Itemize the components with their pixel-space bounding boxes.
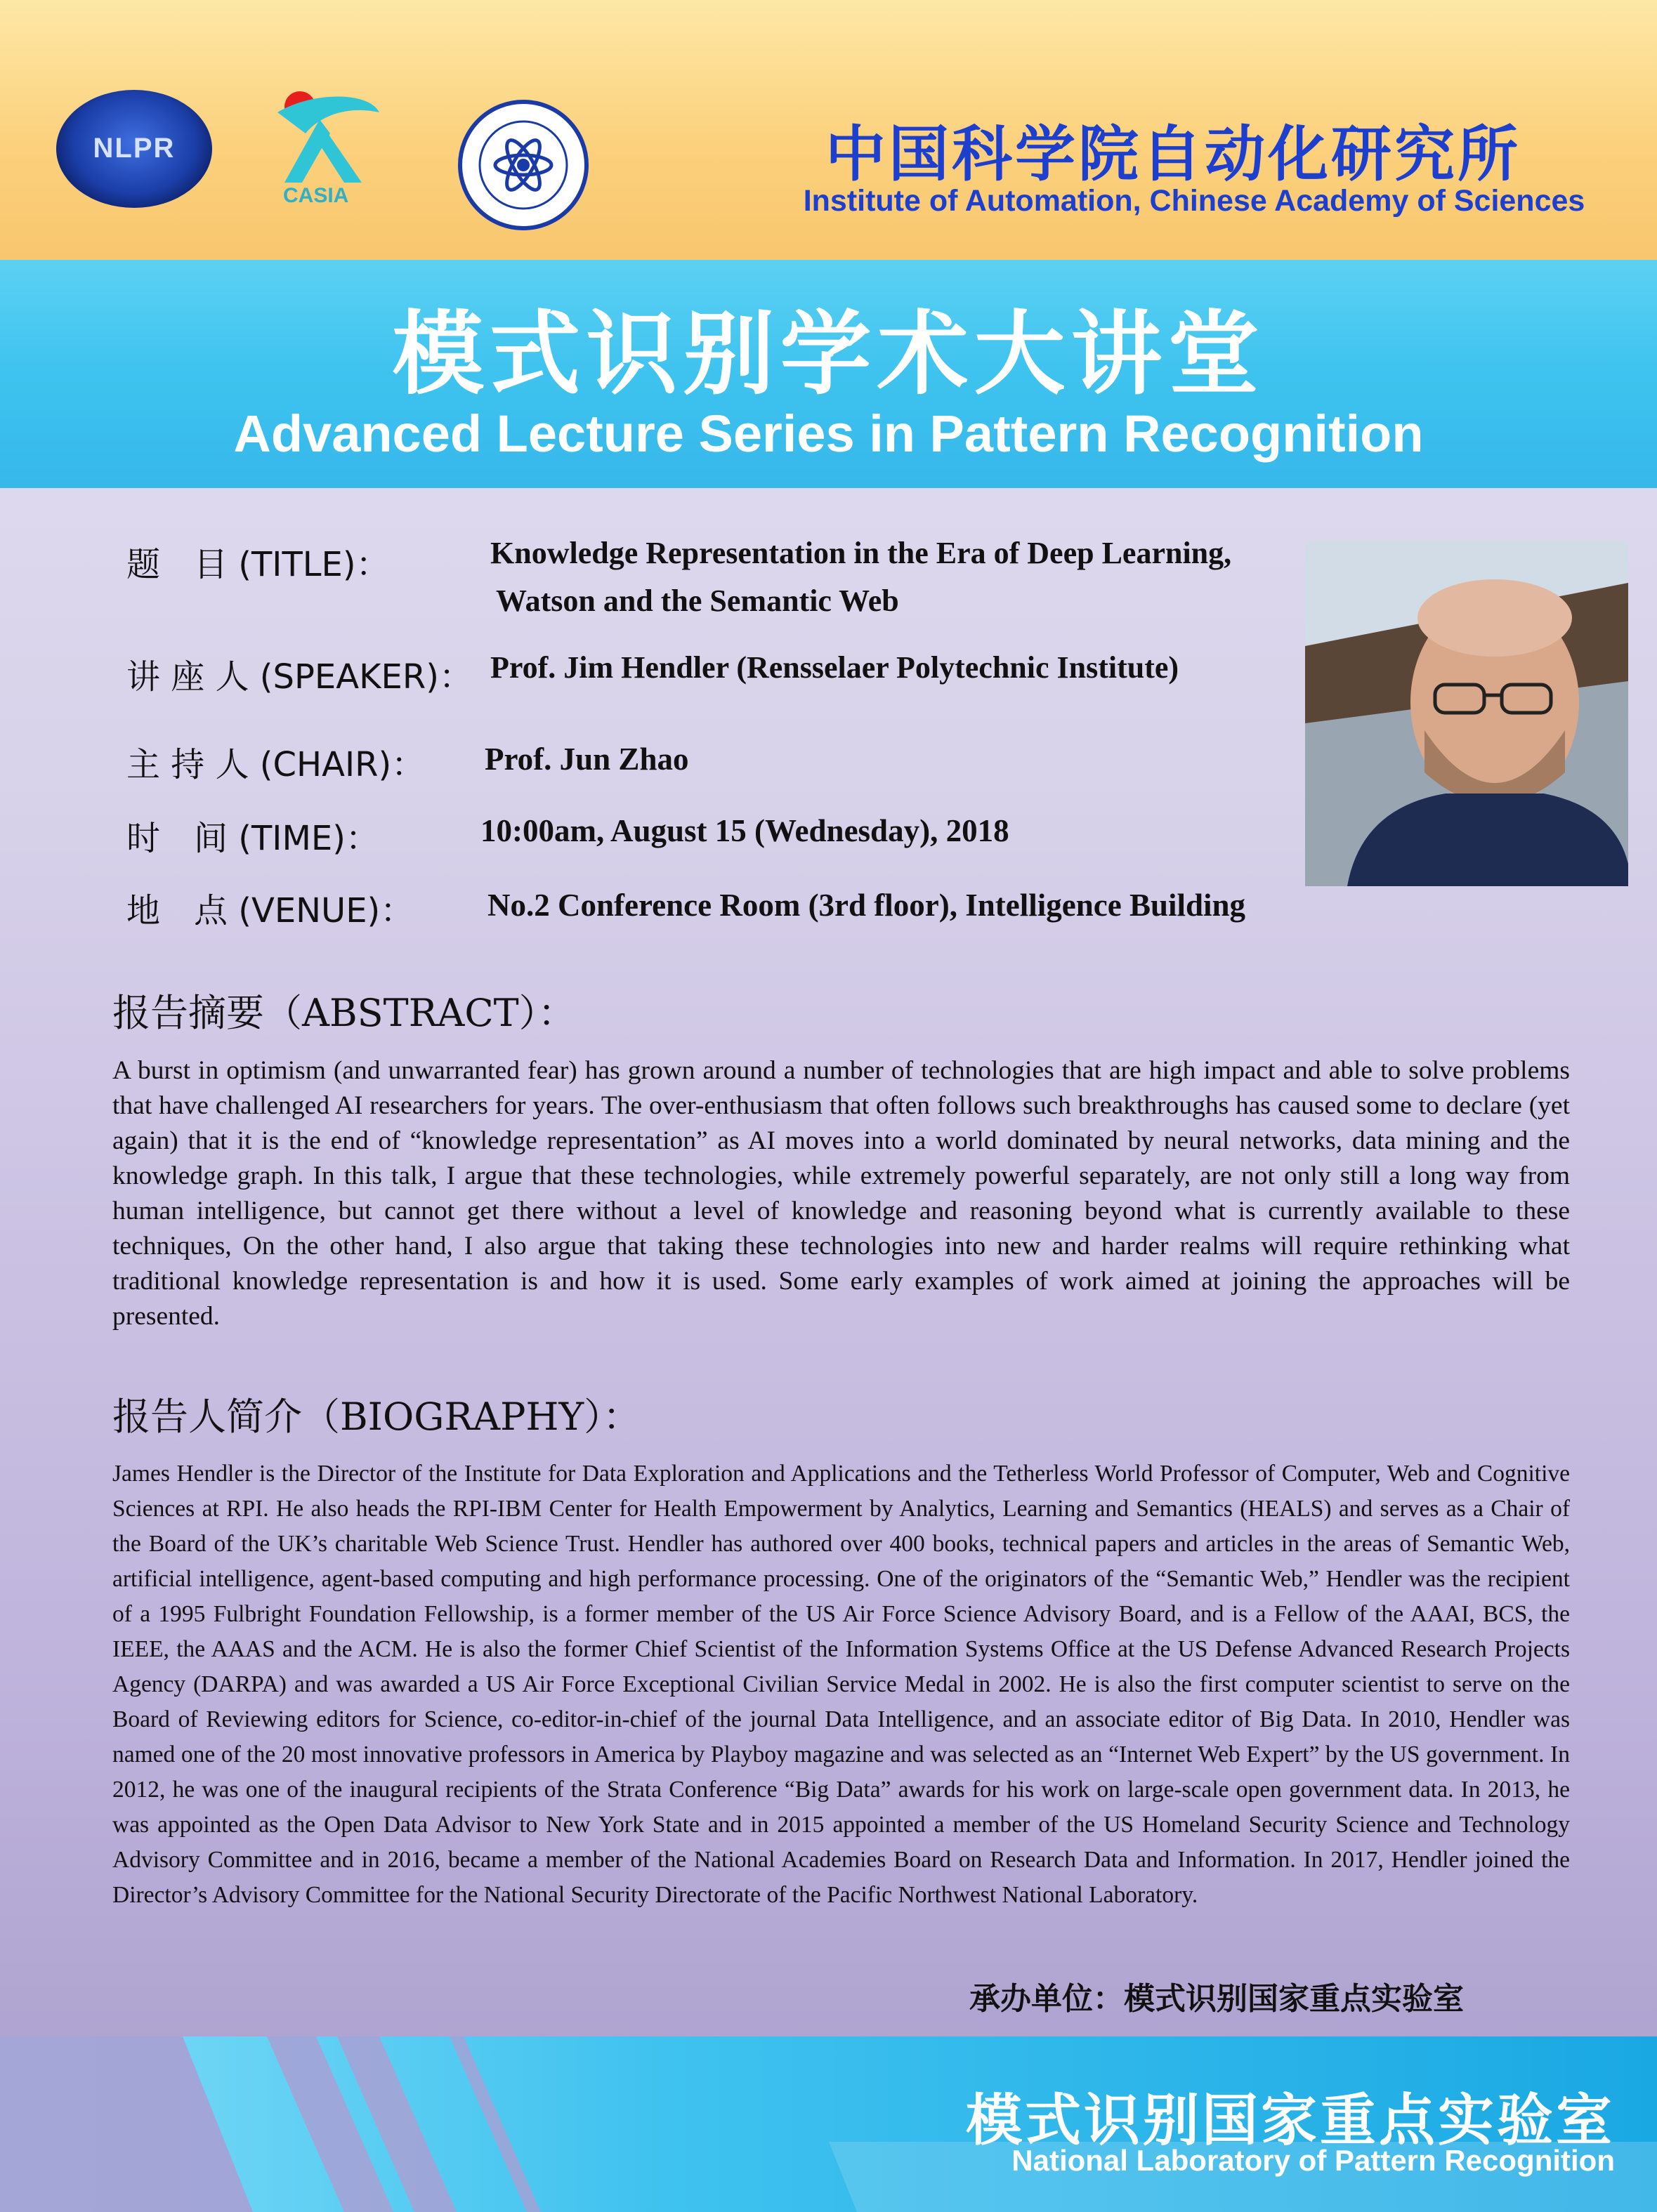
organizer-text: 承办单位：模式识别国家重点实验室 — [969, 1981, 1464, 2017]
speaker-value: Prof. Jim Hendler (Rensselaer Polytechnic Institute) — [490, 650, 1179, 685]
nlpr-logo-text: NLPR — [93, 133, 176, 164]
title-label: 题 目 (TITLE)： — [126, 545, 390, 584]
institute-name-cn: 中国科学院自动化研究所 — [825, 119, 1521, 190]
speaker-label: 讲 座 人 (SPEAKER)： — [126, 657, 473, 697]
chair-label: 主 持 人 (CHAIR)： — [126, 745, 426, 784]
talk-title-line1: Knowledge Representation in the Era of Deep Learning, — [490, 536, 1232, 570]
venue-value: No.2 Conference Room (3rd floor), Intelligence Building — [487, 888, 1246, 923]
institute-name-en: Institute of Automation, Chinese Academy of Sciences — [803, 184, 1585, 218]
cas-logo-graphic — [462, 104, 584, 226]
nlpr-logo — [56, 90, 212, 208]
time-value: 10:00am, August 15 (Wednesday), 2018 — [480, 813, 1009, 848]
abstract-heading: 报告摘要（ABSTRACT）： — [112, 991, 576, 1035]
footer-lab-name-en: National Laboratory of Pattern Recognition — [1011, 2144, 1615, 2177]
casia-logo-text: CASIA — [283, 184, 349, 207]
speaker-portrait — [1305, 541, 1628, 886]
series-title-en: Advanced Lecture Series in Pattern Recognition — [233, 404, 1424, 463]
chair-value: Prof. Jun Zhao — [485, 742, 689, 777]
casia-logo-graphic — [263, 84, 390, 207]
biography-heading: 报告人简介（BIOGRAPHY）： — [112, 1395, 641, 1439]
abstract-text: A burst in optimism (and unwarranted fear) has grown around a number of technologies that are high impact and able to solve problems that have challenged AI researchers for years. The over-enthusiasm that often follows such breakthroughs has caused some to declare (yet again) that it is the end of “knowledge representation” as AI moves into a world dominated by neural networks, data mining and the knowledge graph. In this talk, I argue that these technologies, while extremely powerful separately, are not only still a long way from human intelligence, but cannot get there without a level of knowledge and reasoning beyond what is currently available to these techniques, On the other hand, I also argue that taking these technologies into new and harder realms will require rethinking what traditional knowledge representation is and how it is used. Some early examples of work aimed at joining the approaches will be presented. — [112, 1056, 1570, 1331]
biography-text: James Hendler is the Director of the Institute for Data Exploration and Applications and the Tetherless World Professor of Computer, Web and Cognitive Sciences at RPI. He also heads the RPI-IBM Center for Health Empowerment by Analytics, Learning and Semantics (HEALS) and serves as a Chair of the Board of the UK’s charitable Web Science Trust. Hendler has authored over 400 books, technical papers and articles in the areas of Semantic Web, artificial intelligence, agent-based computing and high performance processing. One of the originators of the “Semantic Web,” Hendler was the recipient of a 1995 Fulbright Foundation Fellowship, is a former member of the US Air Force Science Advisory Board, and is a Fellow of the AAAI, BCS, the IEEE, the AAAS and the ACM. He is also the former Chief Scientist of the Information Systems Office at the US Defense Advanced Research Projects Agency (DARPA) and was awarded a US Air Force Exceptional Civilian Service Medal in 2002. He is also the first computer scientist to serve on the Board of Reviewing editors for Science, co-editor-in-chief of the journal Data Intelligence, and an associate editor of Big Data. In 2010, Hendler was named one of the 20 most innovative professors in America by Playboy magazine and was selected as an “Internet Web Expert” by the US government. In 2012, he was one of the inaugural recipients of the Strata Conference “Big Data” awards for his work on large-scale open government data. In 2013, he was appointed as the Open Data Advisor to New York State and in 2015 appointed a member of the US Homeland Security Science and Technology Advisory Committee and in 2016, became a member of the National Academies Board on Research Data and Information. In 2017, Hendler joined the Director’s Advisory Committee for the National Security Directorate of the Pacific Northwest National Laboratory. — [112, 1461, 1570, 1908]
cas-logo — [458, 100, 589, 230]
series-title-cn: 模式识别学术大讲堂 — [392, 301, 1265, 407]
talk-title-line2: Watson and the Semantic Web — [496, 584, 899, 618]
speaker-photo — [1305, 541, 1628, 886]
time-label: 时 间 (TIME)： — [126, 819, 379, 858]
footer-lab-name-cn: 模式识别国家重点实验室 — [966, 2088, 1615, 2153]
casia-logo — [263, 84, 390, 207]
venue-label: 地 点 (VENUE)： — [126, 891, 414, 930]
